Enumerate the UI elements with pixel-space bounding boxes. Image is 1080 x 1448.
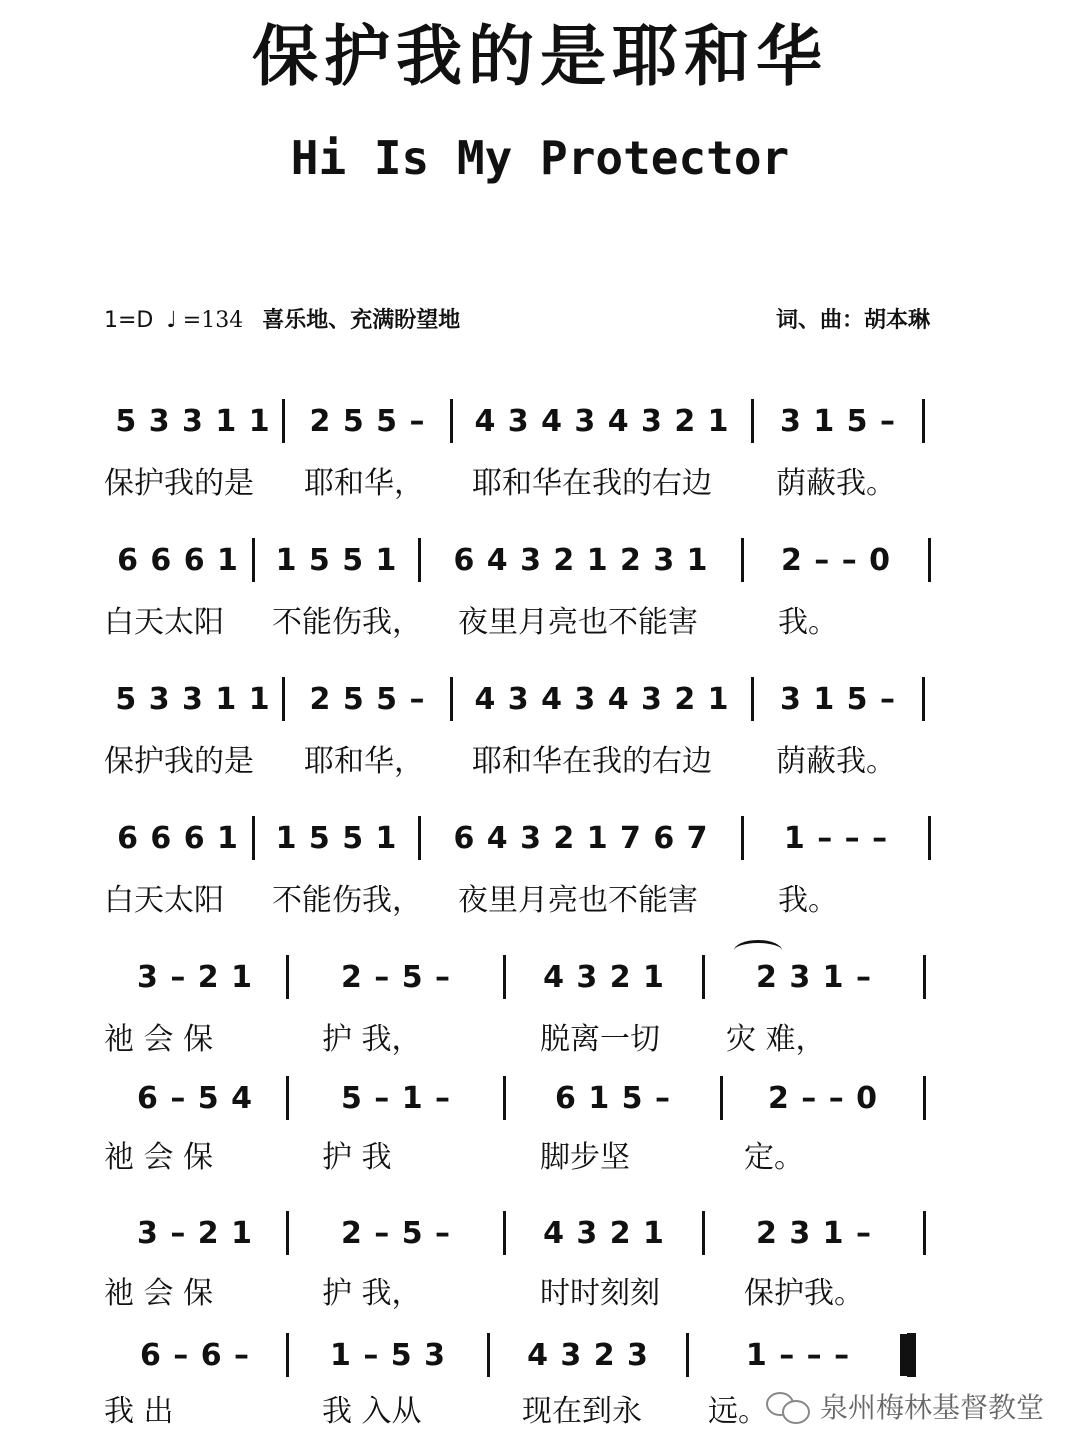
- lyric-phrase: 耶和华在我的右边: [472, 466, 712, 501]
- bar-line: [928, 816, 931, 860]
- notation-row: [104, 1073, 934, 1123]
- notation-row: [104, 674, 934, 724]
- bar-line: [928, 538, 931, 582]
- lyric-row: [104, 879, 934, 923]
- lyric-phrase: 我。: [778, 883, 838, 918]
- lyric-phrase: 祂 会 保: [104, 1140, 214, 1175]
- lyric-phrase: 现在到永: [522, 1394, 642, 1429]
- measure: 1 – 5 3: [330, 1337, 446, 1373]
- lyric-row: [104, 462, 934, 506]
- measure: 6 1 5 –: [555, 1080, 671, 1116]
- measure: 6 4 3 2 1 2 3 1: [453, 542, 709, 578]
- lyric-phrase: 耶和华在我的右边: [472, 744, 712, 779]
- notation-row: [104, 813, 934, 863]
- lyric-phrase: 耶和华，: [304, 466, 424, 501]
- lyric-phrase: 耶和华，: [304, 744, 424, 779]
- lyric-phrase: 白天太阳: [104, 883, 224, 918]
- song-subtitle: Hi Is My Protector: [290, 131, 790, 185]
- lyric-phrase: 护 我: [322, 1140, 392, 1175]
- measure: 4 3 2 1: [543, 959, 665, 995]
- lyric-phrase: 保护我。: [744, 1276, 864, 1311]
- lyric-phrase: 祂 会 保: [104, 1022, 214, 1057]
- lyric-phrase: 夜里月亮也不能害: [458, 883, 698, 918]
- lyric-phrase: 不能伤我，: [272, 605, 422, 640]
- measure: 3 1 5 –: [780, 681, 896, 717]
- watermark: [766, 1386, 1044, 1426]
- notation-row: [104, 1208, 934, 1258]
- measure: 1 5 5 1: [275, 820, 398, 856]
- measure: 6 – 5 4: [137, 1080, 253, 1116]
- bar-line: [922, 399, 925, 443]
- lyric-row: [104, 1272, 934, 1316]
- notation-row: [104, 535, 934, 585]
- lyric-phrase: 定。: [744, 1140, 804, 1175]
- measure: 2 – 5 –: [340, 1215, 452, 1251]
- measure: 2 – 5 –: [340, 959, 452, 995]
- lyric-phrase: 不能伤我，: [272, 883, 422, 918]
- lyric-phrase: 时时刻刻: [540, 1276, 660, 1311]
- measure: 3 – 2 1: [137, 1215, 253, 1251]
- song-meta: [104, 306, 460, 336]
- measure: 5 3 3 1 1: [115, 403, 271, 439]
- measure: 6 4 3 2 1 7 6 7: [453, 820, 709, 856]
- bar-line: [923, 1076, 926, 1120]
- measure: 2 – – 0: [767, 1080, 879, 1116]
- measure: 5 3 3 1 1: [115, 681, 271, 717]
- lyric-phrase: 荫蔽我。: [776, 744, 896, 779]
- lyric-phrase: 脚步坚: [540, 1140, 630, 1175]
- lyric-row: [104, 1018, 934, 1062]
- bar-line: [922, 677, 925, 721]
- lyric-row: [104, 601, 934, 645]
- lyric-phrase: 灾 难，: [726, 1022, 826, 1057]
- notation-row: [104, 1330, 934, 1380]
- measure: 4 3 2 1: [543, 1215, 665, 1251]
- lyric-row: [104, 740, 934, 784]
- expression-marking: 喜乐地、充满盼望地: [262, 308, 461, 333]
- measure: 2 5 5 –: [309, 681, 426, 717]
- measure: 1 – – –: [745, 1337, 851, 1373]
- lyric-phrase: 远。: [708, 1394, 768, 1429]
- key-signature: 1=D: [104, 308, 154, 333]
- lyric-phrase: 保护我的是: [104, 466, 254, 501]
- lyric-phrase: 保护我的是: [104, 744, 254, 779]
- lyric-phrase: 荫蔽我。: [776, 466, 896, 501]
- measure: 2 – – 0: [780, 542, 892, 578]
- measure: 6 6 6 1: [117, 820, 239, 856]
- measure: 2 5 5 –: [309, 403, 426, 439]
- lyric-phrase: 脱离一切: [540, 1022, 660, 1057]
- bar-line: [923, 1211, 926, 1255]
- final-bar-line: [907, 1333, 916, 1377]
- measure: 4 3 4 3 4 3 2 1: [474, 681, 730, 717]
- measure: 1 – – –: [783, 820, 889, 856]
- measure: 2 3 1 –: [756, 1215, 872, 1251]
- measure: 4 3 2 3: [527, 1337, 649, 1373]
- lyric-phrase: 夜里月亮也不能害: [458, 605, 698, 640]
- lyric-phrase: 护 我，: [322, 1022, 422, 1057]
- lyric-phrase: 白天太阳: [104, 605, 224, 640]
- measure: 1 5 5 1: [275, 542, 398, 578]
- measure: 6 6 6 1: [117, 542, 239, 578]
- quarter-note-icon: ♩: [166, 308, 177, 333]
- lyric-phrase: 祂 会 保: [104, 1276, 214, 1311]
- wechat-icon: [766, 1390, 810, 1422]
- notation-row: [104, 396, 934, 446]
- lyric-row: [104, 1136, 934, 1180]
- measure: 2 3 1 –: [756, 959, 872, 995]
- measure: 6 – 6 –: [139, 1337, 251, 1373]
- notation-row: [104, 952, 934, 1002]
- measure: 3 1 5 –: [780, 403, 896, 439]
- lyric-phrase: 我 出: [104, 1394, 174, 1429]
- measure: 3 – 2 1: [137, 959, 253, 995]
- credits: 词、曲：胡本琳: [775, 308, 930, 333]
- bar-line: [923, 955, 926, 999]
- tempo: =134: [182, 308, 244, 333]
- lyric-phrase: 我 入从: [322, 1394, 422, 1429]
- lyric-phrase: 护 我，: [322, 1276, 422, 1311]
- song-title: 保护我的是耶和华: [252, 18, 828, 95]
- lyric-phrase: 我。: [778, 605, 838, 640]
- measure: 4 3 4 3 4 3 2 1: [474, 403, 730, 439]
- watermark-text: 泉州梅林基督教堂: [819, 1391, 1044, 1424]
- measure: 5 – 1 –: [340, 1080, 452, 1116]
